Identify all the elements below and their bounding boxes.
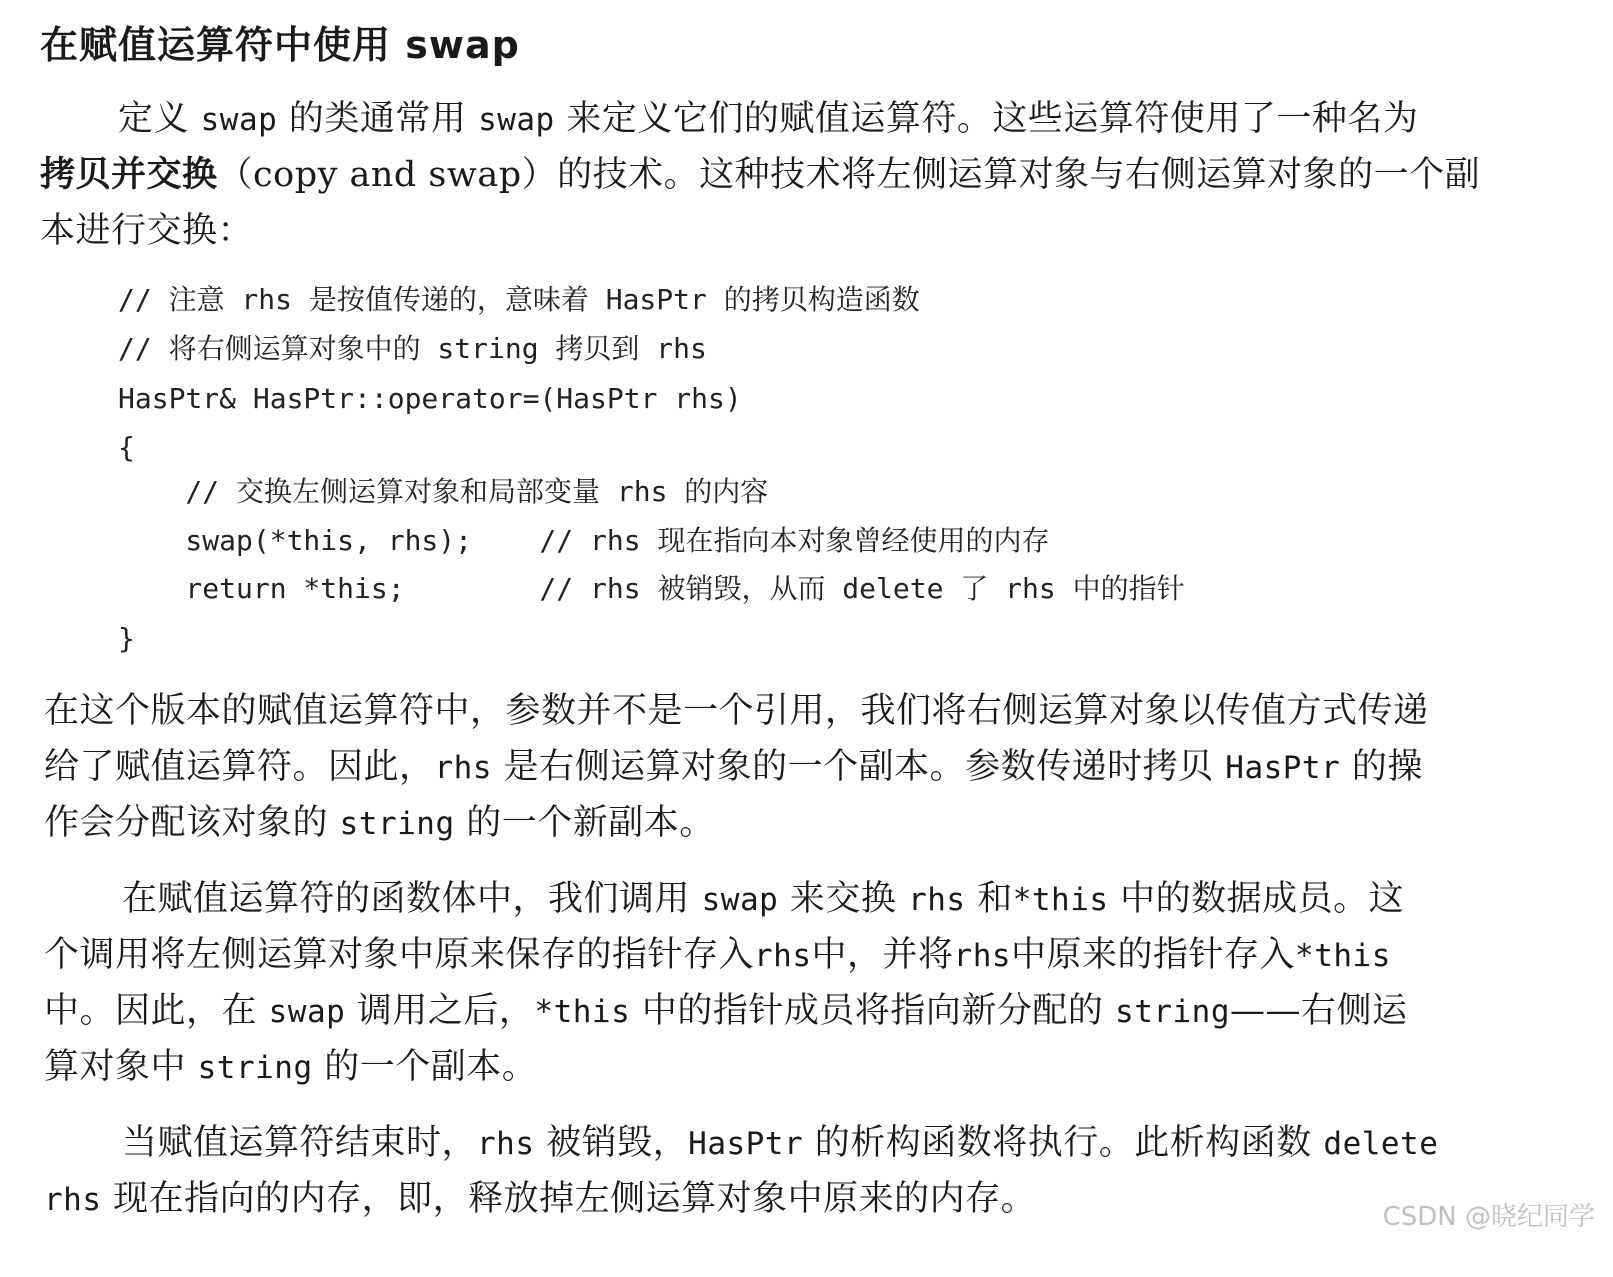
section-heading: 在赋值运算符中使用 swap: [40, 23, 520, 67]
text: 现在指向的内存，即，释放掉左侧运算对象中原来的内存。: [101, 1179, 1037, 1219]
para4-line2: [44, 1178, 1036, 1221]
para1-line2: [40, 154, 1480, 196]
inline-code: swap: [478, 102, 555, 138]
inline-code: rhs: [953, 938, 1012, 974]
text: 算对象中: [44, 1047, 198, 1087]
inline-code: swap: [268, 994, 346, 1030]
text: 中的指针成员将指向新分配的: [630, 991, 1116, 1031]
text: 的析构函数将执行。此析构函数: [803, 1123, 1324, 1163]
para1-line3: 本进行交换：: [40, 211, 254, 251]
inline-code: rhs: [434, 750, 493, 786]
para2-line1: 在这个版本的赋值运算符中，参数并不是一个引用，我们将右侧运算对象以传值方式传递: [44, 691, 1429, 731]
text: 的类通常用: [277, 99, 479, 139]
inline-code: *this: [1012, 882, 1109, 918]
text: 中的数据成员。这: [1108, 879, 1405, 919]
inline-code: swap: [200, 102, 278, 138]
text: 个调用将左侧运算对象中原来保存的指针存入: [44, 935, 755, 975]
inline-code: swap: [701, 882, 779, 918]
inline-code: string: [1115, 994, 1231, 1030]
inline-code: string: [197, 1050, 313, 1086]
text: 给了赋值运算符。因此，: [44, 747, 435, 787]
para2-line2: [44, 746, 1423, 789]
para3-line1: [122, 878, 1404, 921]
para3-line4: [44, 1046, 537, 1089]
para3-line3: [44, 990, 1408, 1033]
text: 被销毁，: [534, 1123, 689, 1163]
inline-code: string: [339, 806, 455, 842]
para1-line1: [118, 98, 1418, 141]
text: 来定义它们的赋值运算符。这些运算符使用了一种名为: [554, 99, 1419, 139]
text: 定义: [118, 99, 201, 139]
para2-line3: [44, 802, 715, 845]
text: 中。因此，在: [44, 991, 269, 1031]
text: 是右侧运算对象的一个副本。参数传递时拷贝: [492, 747, 1226, 787]
code-line-comment-3: // 交换左侧运算对象和局部变量 rhs 的内容: [118, 475, 769, 508]
inline-code: rhs: [754, 938, 812, 974]
inline-code: rhs: [477, 1126, 535, 1162]
text: 和: [965, 879, 1013, 919]
inline-code: rhs: [44, 1182, 102, 1218]
text: 中，并将: [811, 935, 954, 975]
code-line-open-brace: {: [118, 431, 135, 464]
text: 在赋值运算符的函数体中，我们调用: [122, 879, 702, 919]
term-bold: 拷贝并交换: [40, 154, 218, 195]
inline-code: HasPtr: [688, 1126, 804, 1162]
code-line-close-brace: }: [118, 622, 135, 655]
text: 中原来的指针存入: [1011, 935, 1296, 975]
inline-code: *this: [534, 994, 631, 1030]
text: 当赋值运算符结束时，: [122, 1123, 478, 1163]
inline-code: *this: [1295, 938, 1391, 974]
text: ——右侧运: [1230, 991, 1408, 1031]
code-line-swap: swap(*this, rhs); // rhs 现在指向本对象曾经使用的内存: [118, 524, 1050, 557]
para3-line2: [44, 934, 1391, 977]
inline-code: HasPtr: [1225, 750, 1341, 786]
inline-code: rhs: [908, 882, 966, 918]
code-line-return: return *this; // rhs 被销毁，从而 delete 了 rhs 中的指针: [118, 572, 1185, 605]
text: （copy and swap）的技术。这种技术将左侧运算对象与右侧运算对象的一个副: [217, 155, 1481, 195]
text: 作会分配该对象的: [44, 803, 340, 843]
para4-line1: [122, 1122, 1438, 1165]
text: 的一个新副本。: [454, 803, 715, 843]
code-line-comment-2: // 将右侧运算对象中的 string 拷贝到 rhs: [118, 332, 707, 365]
text: 调用之后，: [345, 991, 535, 1031]
watermark: CSDN @晓纪同学: [1382, 1202, 1595, 1232]
text: 来交换: [778, 879, 909, 919]
code-line-comment-1: // 注意 rhs 是按值传递的，意味着 HasPtr 的拷贝构造函数: [118, 283, 920, 316]
text: 的操: [1340, 747, 1423, 787]
text: 的一个副本。: [312, 1047, 538, 1087]
code-line-signature: HasPtr& HasPtr::operator=(HasPtr rhs): [118, 382, 742, 415]
inline-code: delete: [1323, 1126, 1439, 1162]
